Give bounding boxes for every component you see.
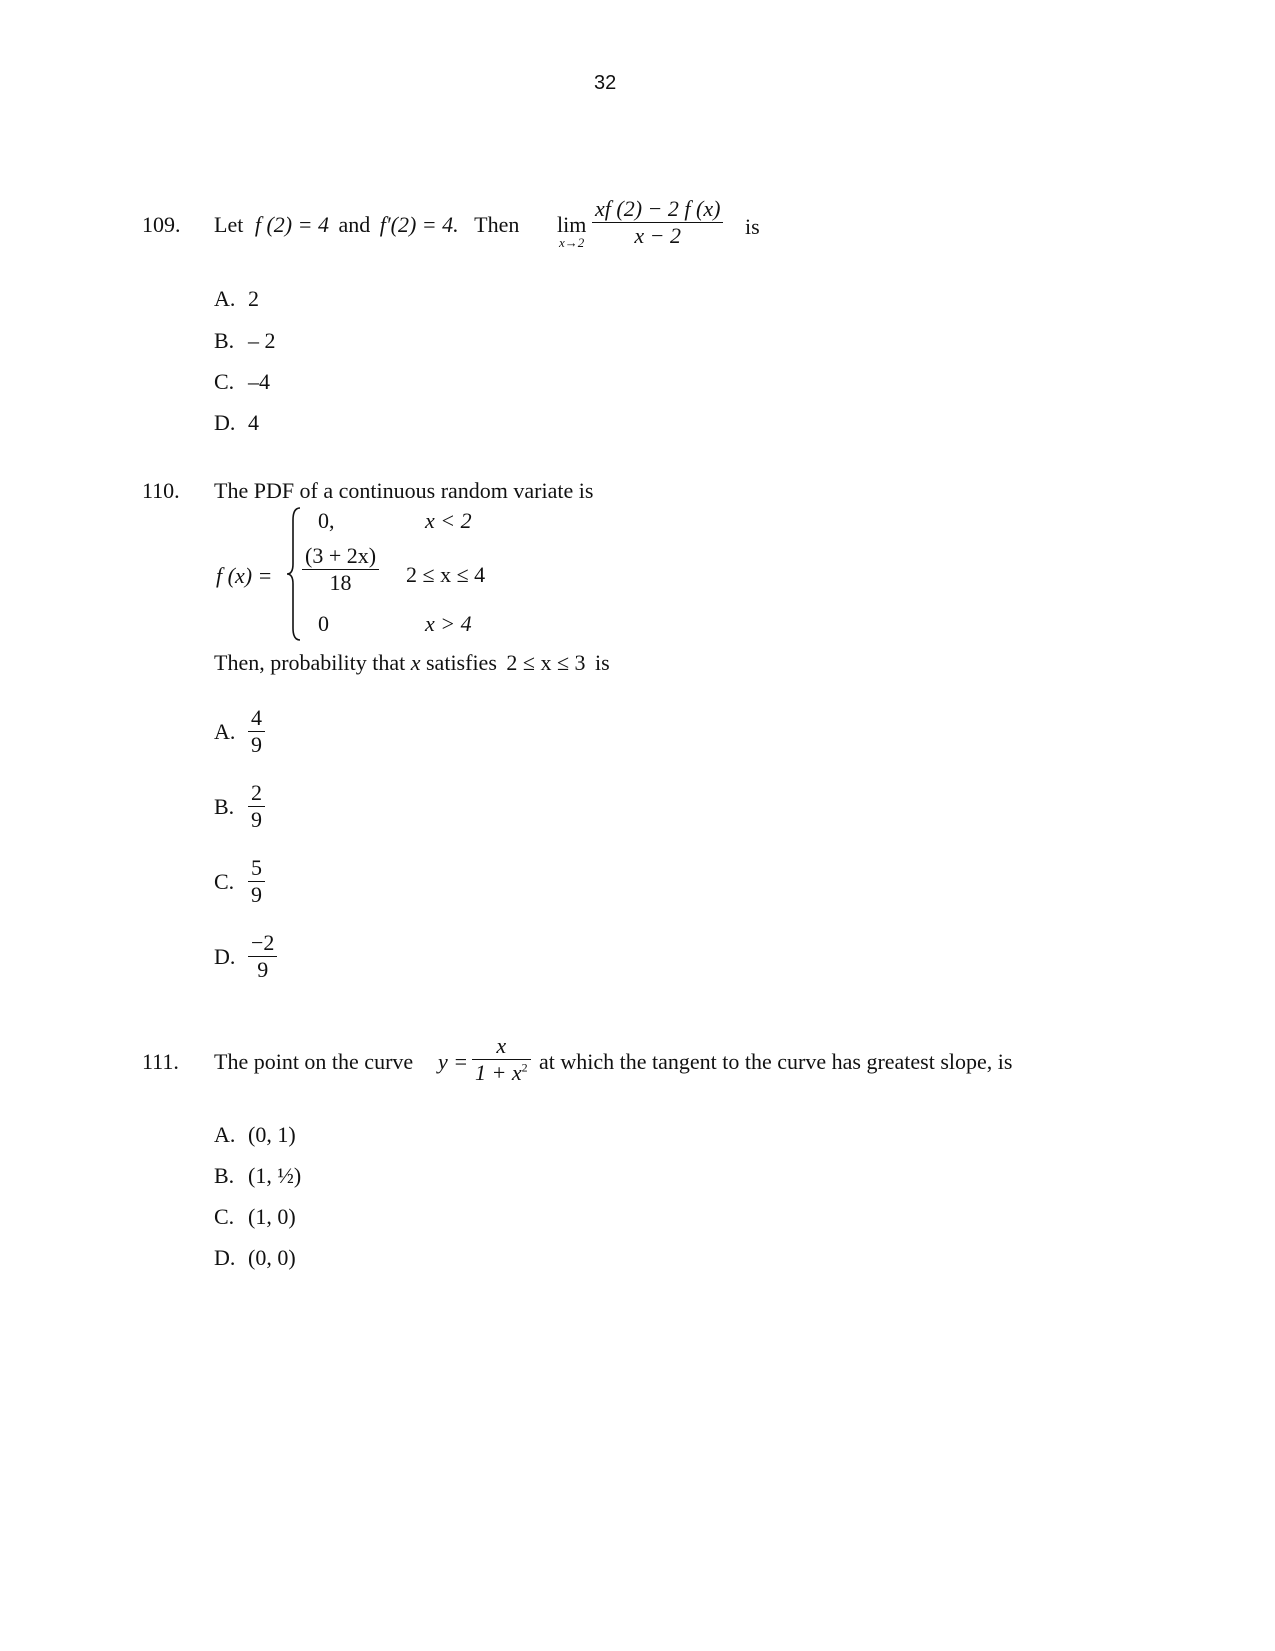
q111-y-eq: y = (438, 1049, 469, 1074)
option-fraction (248, 855, 265, 908)
q111-option-a (214, 1122, 296, 1148)
option-label: B. (214, 793, 235, 819)
option-den: 9 (248, 731, 265, 758)
option-den: 9 (248, 806, 265, 833)
option-fraction (248, 705, 265, 758)
q109-then: Then (474, 212, 520, 237)
q111-option-c (214, 1204, 296, 1230)
option-num: 2 (251, 780, 262, 805)
q110-case3-expr: 0 (318, 611, 329, 636)
q110-case2-den: 18 (302, 569, 379, 596)
option-num: −2 (251, 930, 275, 955)
question-number-110: 110. (142, 478, 180, 503)
q109-is: is (745, 214, 760, 239)
option-value: – 2 (248, 328, 276, 353)
option-den: 9 (248, 881, 265, 908)
option-value: (1, 0) (248, 1204, 296, 1229)
q110-case2-fraction (302, 543, 379, 596)
q110-case1-expr: 0, (318, 508, 335, 533)
option-label: A. (214, 718, 236, 744)
q109-lim-sub: x→2 (559, 235, 585, 250)
q110-then-range: 2 ≤ x ≤ 3 (506, 650, 586, 675)
q110-then-var: x (410, 650, 421, 675)
q110-intro: The PDF of a continuous random variate is (214, 478, 594, 503)
q109-option-b (214, 328, 276, 354)
q109-let: Let (214, 212, 244, 237)
q109-option-d (214, 410, 259, 436)
q111-numerator: x (496, 1033, 507, 1058)
option-label: C. (214, 1204, 235, 1229)
page-number: 32 (594, 72, 617, 94)
option-value: 4 (248, 410, 259, 435)
option-label: D. (214, 943, 236, 969)
option-fraction (248, 930, 277, 983)
q111-fraction (472, 1033, 531, 1086)
q111-den-text: 1 + x (475, 1060, 522, 1085)
q109-fraction (592, 196, 723, 249)
option-value: –4 (248, 369, 270, 394)
option-num: 4 (251, 705, 262, 730)
q111-denominator (472, 1059, 531, 1086)
option-label: A. (214, 286, 236, 311)
option-value: (1, ½) (248, 1163, 302, 1188)
option-label: B. (214, 328, 235, 353)
option-label: A. (214, 1122, 236, 1147)
q110-case3-cond: x > 4 (425, 611, 472, 636)
q110-case2-num: (3 + 2x) (305, 543, 377, 568)
q110-then-line (214, 650, 610, 676)
q110-then-is: is (595, 650, 610, 675)
q110-option-b (214, 780, 265, 833)
q110-then-text: Then, probability that (214, 650, 406, 675)
q109-f2: f (2) = 4 (254, 212, 329, 237)
option-num: 5 (251, 855, 262, 880)
option-label: C. (214, 369, 235, 394)
q110-case1-cond: x < 2 (425, 508, 472, 533)
q109-option-a (214, 286, 259, 312)
q109-numerator: xf (2) − 2 f (x) (595, 196, 721, 221)
option-value: 2 (248, 286, 259, 311)
option-fraction (248, 780, 265, 833)
option-value: (0, 0) (248, 1245, 296, 1270)
q111-text-a: The point on the curve (214, 1049, 414, 1074)
q111-text-b: at which the tangent to the curve has greatest slope, is (539, 1049, 1013, 1074)
q110-fx: f (x) = (216, 563, 273, 588)
option-den: 9 (248, 956, 277, 983)
option-label: B. (214, 1163, 235, 1188)
q109-lim: lim (557, 212, 587, 237)
q110-option-d (214, 930, 277, 983)
option-label: C. (214, 868, 235, 894)
q109-denominator: x − 2 (592, 222, 723, 249)
q111-option-d (214, 1245, 296, 1271)
q109-option-c (214, 369, 270, 395)
option-value: (0, 1) (248, 1122, 296, 1147)
q109-limit (557, 212, 586, 251)
q111-option-b (214, 1163, 301, 1189)
q110-option-c (214, 855, 265, 908)
q109-and: and (338, 212, 371, 237)
q110-then-satisfies: satisfies (426, 650, 497, 675)
q110-case2-cond: 2 ≤ x ≤ 4 (406, 562, 486, 587)
q110-option-a (214, 705, 265, 758)
question-109-stem (214, 212, 519, 238)
q109-fp2: f′(2) = 4. (379, 212, 459, 237)
q111-den-sup: 2 (521, 1060, 528, 1075)
option-label: D. (214, 410, 236, 435)
question-number-111: 111. (142, 1049, 179, 1074)
question-number-109: 109. (142, 212, 181, 237)
option-label: D. (214, 1245, 236, 1270)
left-brace-icon (286, 506, 302, 642)
